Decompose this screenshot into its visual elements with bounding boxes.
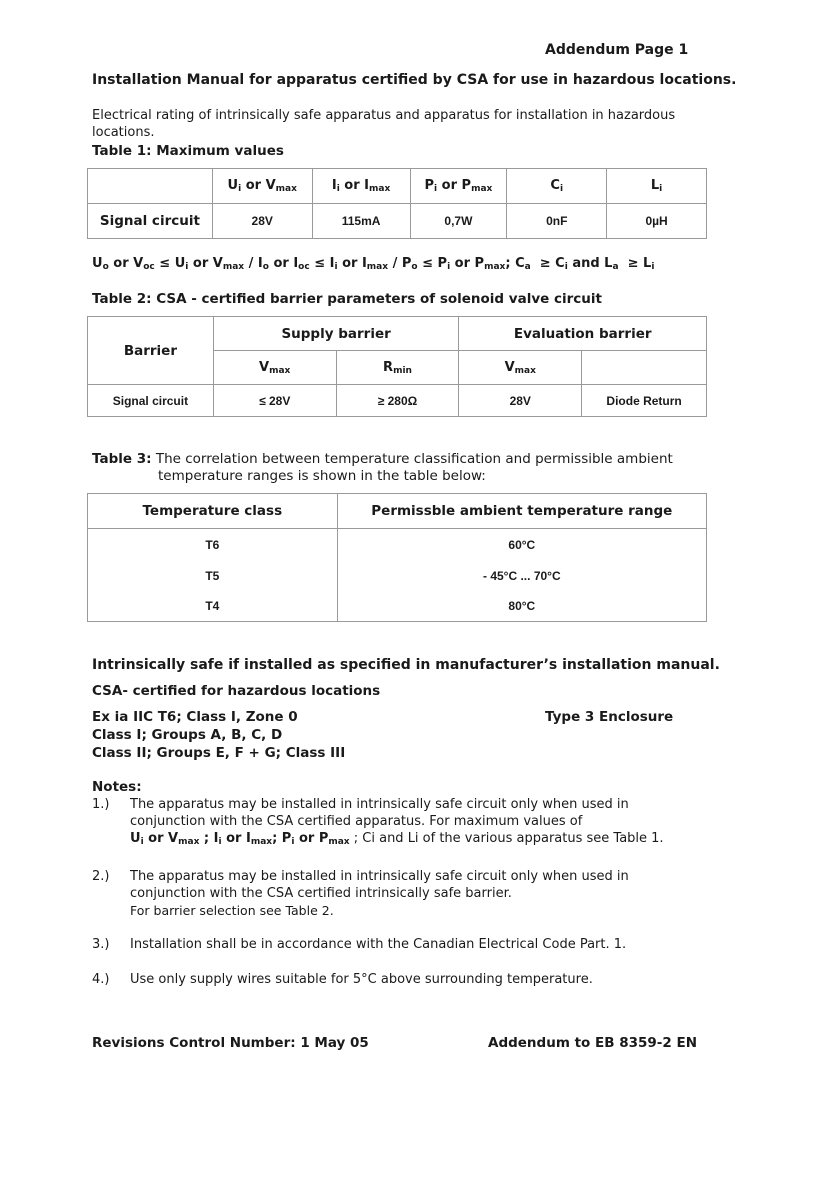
table3-caption: [92, 451, 673, 485]
note-2-line: For barrier selection see Table 2.: [130, 903, 334, 918]
note-1-line: The apparatus may be installed in intrinsically safe circuit only when used in: [130, 797, 629, 812]
note-2-line: conjunction with the CSA certified intrinsically safe barrier.: [130, 886, 512, 901]
cert-line-2: Class I; Groups A, B, C, D: [92, 727, 283, 743]
table2-subheader-vmax-eval: $V_{max}$: [459, 351, 582, 385]
revision-number: Revisions Control Number: 1 May 05: [92, 1035, 369, 1051]
table2-evaluation-label: Evaluation barrier: [459, 317, 707, 351]
table1-header-l: $L_i$: [607, 169, 707, 204]
note-1-text: ; Ci and Li of the various apparatus see Table 1.: [353, 831, 664, 846]
table1-cell: 28V: [212, 204, 312, 239]
table1-cell: 0µH: [607, 204, 707, 239]
table3-class-cell: T4: [88, 591, 338, 622]
table2-supply-label: Supply barrier: [213, 317, 459, 351]
safety-statement: Intrinsically safe if installed as specified in manufacturer’s installation manual.: [92, 657, 720, 673]
table1-corner: [88, 169, 213, 204]
cert-line-3: Class II; Groups E, F + G; Class III: [92, 745, 346, 761]
table3-caption-text-2: temperature ranges is shown in the table below:: [158, 468, 486, 484]
enclosure-type: Type 3 Enclosure: [545, 709, 674, 725]
document-title: Installation Manual for apparatus certified by CSA for use in hazardous locations.: [92, 72, 737, 88]
table3-range-cell: - 45°C ... 70°C: [337, 561, 706, 591]
table2-subheader-vmax: $V_{max}$: [213, 351, 336, 385]
table2-barrier-label: Barrier: [88, 317, 214, 385]
table1-maximum-values: [87, 168, 707, 239]
note-1: [130, 796, 730, 851]
table3-col-range: Permissble ambient temperature range: [337, 494, 706, 529]
table3-caption-label: Table 3:: [92, 451, 152, 467]
table2-cell: 28V: [459, 385, 582, 417]
table1-cell: 0nF: [507, 204, 607, 239]
table3-class-cell: T6: [88, 529, 338, 561]
formula: $U_o$ or $V_{oc} \le U_i$ or $V_{max} / I_o$ or $I_{oc} \le I_i$ or $I_{max} / P_o \le P_i$ or $P_{max}$; $C_a \ge C_i$ and $L_a \ge L_i$: [92, 256, 655, 272]
table1-header-i: $I_i$ or $I_{max}$: [312, 169, 410, 204]
table1-cell: 0,7W: [410, 204, 507, 239]
note-4: Use only supply wires suitable for 5°C above surrounding temperature.: [130, 972, 593, 987]
table3-range-cell: 80°C: [337, 591, 706, 622]
csa-certified-label: CSA- certified for hazardous locations: [92, 683, 381, 699]
table2-row-label: Signal circuit: [88, 385, 214, 417]
table1-caption: Table 1: Maximum values: [92, 143, 284, 159]
table2-subheader-rmin: $R_{min}$: [336, 351, 459, 385]
table2-subheader-empty: [582, 351, 707, 385]
addendum-reference: Addendum to EB 8359-2 EN: [488, 1035, 698, 1051]
table1-header-u: $U_i$ or $V_{max}$: [212, 169, 312, 204]
table2-caption: Table 2: CSA - certified barrier parameters of solenoid valve circuit: [92, 291, 602, 307]
note-2: [130, 868, 730, 919]
note-number: 3.): [92, 937, 110, 952]
table1-cell: 115mA: [312, 204, 410, 239]
cert-line-1: Ex ia IIC T6; Class I, Zone 0: [92, 709, 298, 725]
table2-barrier-parameters: [87, 316, 707, 417]
intro-text: Electrical rating of intrinsically safe apparatus and apparatus for installation in hazardous locations.: [92, 108, 676, 140]
table3-caption-text: The correlation between temperature classification and permissible ambient: [155, 451, 673, 467]
note-1-symbols: $U_i$ or $V_{max}$ ; $I_i$ or $I_{max}$; $P_i$ or $P_{max}$: [130, 831, 350, 847]
table1-row-label: Signal circuit: [88, 204, 213, 239]
page-label: Addendum Page 1: [545, 42, 689, 58]
note-number: 4.): [92, 972, 110, 987]
table2-cell: Diode Return: [582, 385, 707, 417]
table2-cell: ≤ 28V: [213, 385, 336, 417]
note-number: 2.): [92, 869, 110, 884]
note-3: Installation shall be in accordance with the Canadian Electrical Code Part. 1.: [130, 937, 627, 952]
note-number: 1.): [92, 797, 110, 812]
note-1-line: [130, 830, 730, 851]
note-1-line: conjunction with the CSA certified apparatus. For maximum values of: [130, 814, 583, 829]
table3-range-cell: 60°C: [337, 529, 706, 561]
note-2-line: The apparatus may be installed in intrinsically safe circuit only when used in: [130, 869, 629, 884]
notes-title: Notes:: [92, 779, 142, 795]
table1-header-c: $C_i$: [507, 169, 607, 204]
table3-col-class: Temperature class: [88, 494, 338, 529]
table1-header-p: $P_i$ or $P_{max}$: [410, 169, 507, 204]
table3-class-cell: T5: [88, 561, 338, 591]
table2-cell: ≥ 280Ω: [336, 385, 459, 417]
table3-temperature-classes: [87, 493, 707, 622]
